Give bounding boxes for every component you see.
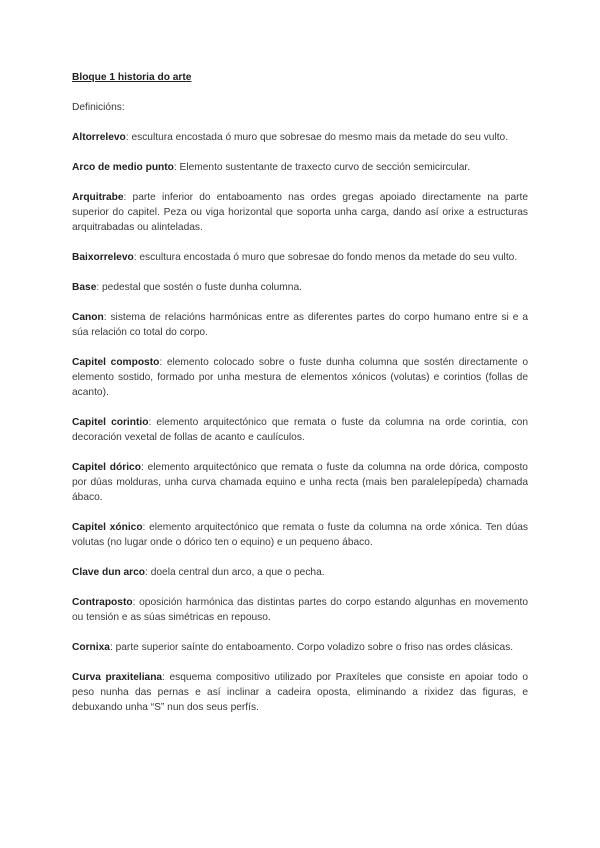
definition-entry [72, 160, 528, 175]
definition-term: Base [72, 282, 97, 293]
definition-term: Capitel corintio [72, 417, 149, 428]
definition-term: Capitel composto [72, 356, 160, 368]
definition-term: Capitel dórico [72, 462, 141, 473]
definition-term: Capitel xónico [72, 522, 143, 534]
definition-text: : escultura encostada ó muro que sobresae do fondo menos da metade do seu vulto. [133, 252, 518, 264]
definition-term: Baixorrelevo [72, 252, 134, 264]
definition-term: Canon [72, 311, 104, 323]
definition-term: Arquitrabe [72, 192, 124, 203]
definitions-heading: Definicións: [72, 102, 125, 114]
definition-entry [72, 130, 528, 145]
definition-entry [72, 310, 528, 340]
definition-text: : parte inferior do entaboamento nas ordes gregas apoiado directamente na parte superior do capitel. Peza ou viga horizontal que soporta unha carga, dando así orixe a estructuras arquitrabadas ou alinteladas. [72, 192, 528, 234]
definition-text: : sistema de relacións harmónicas entre as diferentes partes do corpo humano entre si e a súa relación co total do corpo. [72, 311, 528, 338]
definition-term: Altorrelevo [72, 132, 126, 144]
definition-text: : esquema compositivo utilizado por Praxíteles que consiste en apoiar todo o peso nunha das pernas e así inclinar a cadeira oposta, eliminando a rixidez das figuras, e debuxando unha “S” nun dos seus perfís. [72, 671, 528, 714]
definition-entry [72, 565, 528, 580]
definition-entry [72, 190, 528, 236]
definition-entry [72, 355, 528, 401]
definition-entry [72, 595, 528, 625]
definition-text: : doela central dun arco, a que o pecha. [145, 567, 325, 579]
definition-text: : oposición harmónica das distintas partes do corpo estando algunhas en movemento ou tensión e as súas simétricas en repouso. [72, 597, 528, 624]
definition-term: Arco de medio punto [72, 162, 174, 174]
definition-text: : elemento arquitectónico que remata o fuste da columna na orde xónica. Ten dúas volutas (no lugar onde o dórico ten o equino) e un pequeno ábaco. [72, 522, 528, 549]
definition-term: Contraposto [72, 597, 133, 608]
definition-entry [72, 640, 528, 655]
definition-term: Cornixa [72, 642, 110, 653]
definition-text: : elemento arquitectónico que remata o fuste da columna na orde corintia, con decoración vexetal de follas de acanto e caulículos. [72, 417, 528, 444]
definition-text: : parte superior saínte do entaboamento. Corpo voladizo sobre o friso nas ordes clásicas. [109, 642, 514, 653]
definition-text: : pedestal que sostén o fuste dunha columna. [96, 282, 302, 293]
definition-entry [72, 280, 528, 295]
definition-entry [72, 520, 528, 550]
definition-entry [72, 250, 528, 265]
definition-entry [72, 670, 528, 716]
definition-entry [72, 415, 528, 445]
definition-text: : elemento colocado sobre o fuste dunha columna que sostén directamente o elemento sostido, formado por unha mestura de elementos xónicos (volutas) e corintios (follas de acanto). [72, 356, 528, 399]
definition-text: : elemento arquitectónico que remata o fuste da columna na orde dórica, composto por dúas molduras, unha curva chamada equino e unha recta (mais ben paralelepípeda) chamada ábaco. [72, 462, 528, 504]
definition-term: Clave dun arco [72, 567, 146, 579]
definition-term: Curva praxiteliana [72, 671, 163, 683]
document-title: Bloque 1 historia do arte [72, 72, 192, 83]
definition-text: : escultura encostada ó muro que sobresae do mesmo mais da metade do seu vulto. [125, 132, 509, 144]
document-page [72, 70, 528, 730]
definition-entry [72, 460, 528, 506]
definition-text: : Elemento sustentante de traxecto curvo de sección semicircular. [173, 162, 471, 174]
